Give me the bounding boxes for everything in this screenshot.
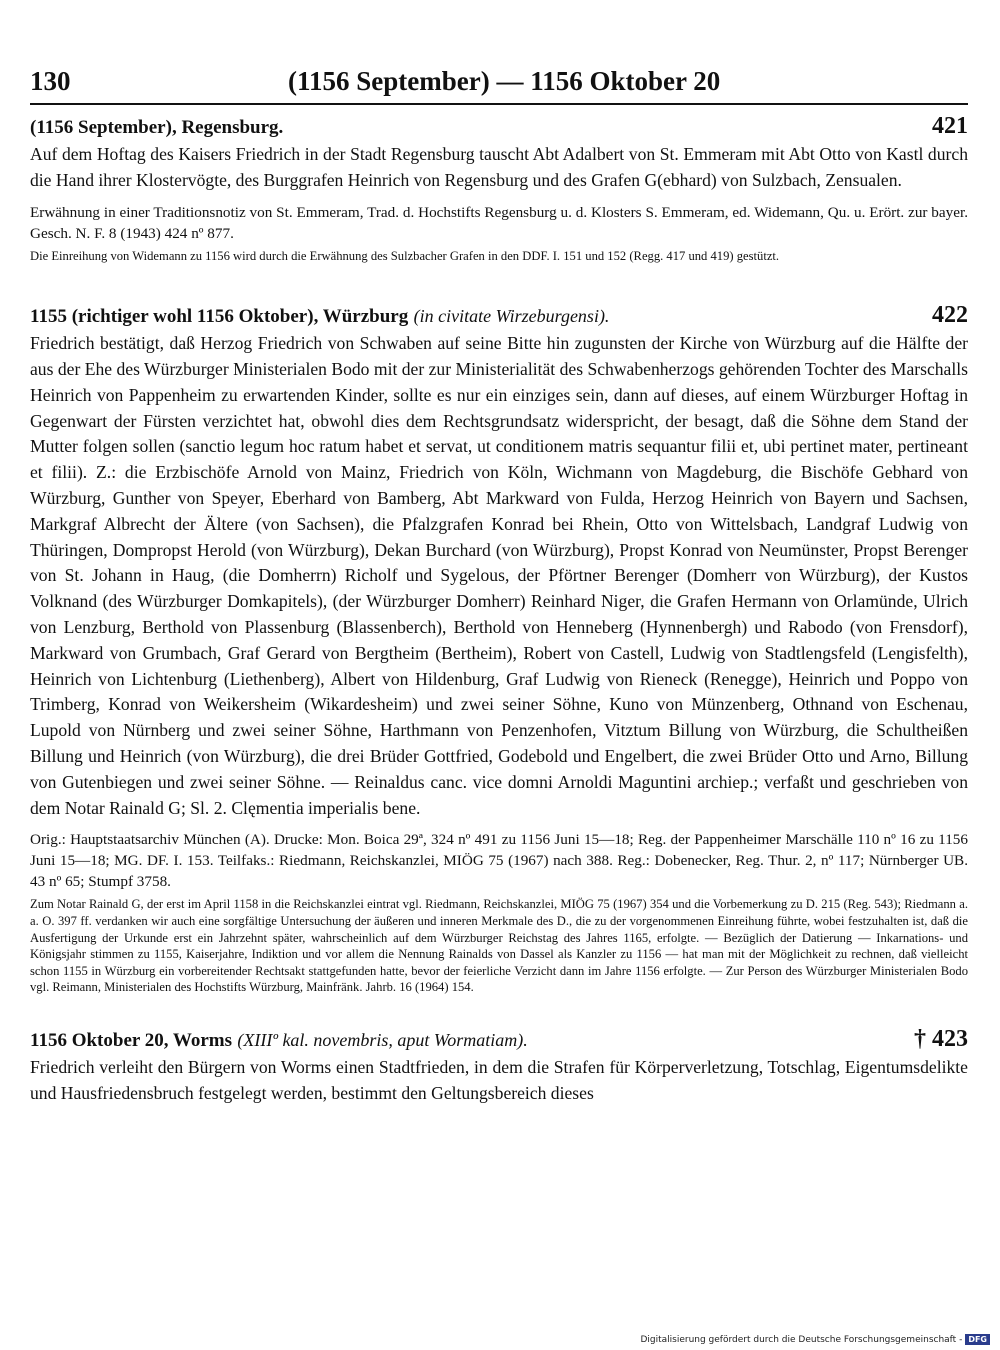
dfg-logo-icon: DFG: [965, 1334, 990, 1345]
running-title: (1156 September) — 1156 Oktober 20: [288, 66, 721, 96]
regest-text: Friedrich bestätigt, daß Herzog Friedrich von Schwaben auf seine Bitte hin zugunsten der Kirche von Würzburg auf die Hälfte der aus der Ehe des Würzburger Ministerialen Bodo mit der zur Ministerialität des Schwabenherzogs gehörenden Tochter des Marschalls Heinrich von Pappenheim zu erwartenden Kinder, sollte es nur ein einziges sein, dann auf dieses, auf einem Würzburger Hoftag in Gegenwart der Fürsten verzichtet hat, obwohl dies dem Rechtsgrundsatz widerspricht, der besagt, daß die Söhne dem Stand der Mutter folgen sollen (sanctio legum hoc ratum habet et servat, ut conditionem matris sequantur filii et, ubi pertinet mater, pertineant et filii). Z.: die Erzbischöfe Arnold von Mainz, Friedrich von Köln, Wichmann von Magdeburg, die Bischöfe Gebhard von Würzburg, Gunther von Speyer, Eberhard von Bamberg, Abt Markward von Fulda, Herzog Heinrich von Bayern und Sachsen, Markgraf Albrecht der Ältere (von Sachsen), die Pfalzgrafen Konrad bei Rhein, Otto von Wittelsbach, Landgraf Ludwig von Thüringen, Dompropst Herold (von Würzburg), Dekan Burchard (von Würzburg), Propst Konrad von Neumünster, Propst Berenger von St. Johann in Haug, (die Domherrn) Richolf und Sygelous, der Pförtner Berenger (Domherr von Würzburg), der Kustos Volknand (des Würzburger Domkapitels), (der Würzburger Domherr) Reinhard Niger, die Grafen Hermann von Orlamünde, Ulrich von Lenzburg, Berthold von Plassenburg (Blassenberch), Berthold von Henneberg (Hynnenbergh) und Rabodo (von Frensdorf), Markward von Grumbach, Graf Gerard von Bergtheim (Bertheim), Robert von Castell, Ludwig von Stadtlengsfeld (Lengisfelth), Heinrich von Lichtenburg (Liethenberg), Albert von Hildenburg, Graf Ludwig von Rieneck (Renegge), Heinrich und Poppo von Trimberg, Konrad von Weikersheim (Wikardesheim) und zwei seiner Söhne, Kuno von Münzenberg, Othnand von Eschenau, Lupold von Nürnberg und zwei seiner Söhne, Harthmann von Penzenhofen, Vitztum Billung von Würzburg, die Schultheißen Billung und Heinrich (von Würzburg), die drei Brüder Gottfried, Godebold und Engelbert, die zwei Brüder Otto und Arno, Billung von Gutenbiegen und zwei seiner Söhne. — Reinaldus canc. vice domni Arnoldi Maguntini archiep.; verfaßt und geschrieben von dem Notar Rainald G; Sl. 2. Clęmentia imperialis bene.: [30, 333, 968, 818]
entry-number: 422: [932, 302, 968, 329]
regest-text: Friedrich verleiht den Bürgern von Worms einen Stadtfrieden, in dem die Strafen für Körperverletzung, Totschlag, Eigentumsdelikte und Hausfriedensbruch festgelegt werden, bestimmt den Geltungsbereich dieses: [30, 1056, 968, 1103]
commentary-text: Die Einreihung von Widemann zu 1156 wird durch die Erwähnung des Sulzbacher Grafen in den DDF. I. 151 und 152 (Regg. 417 und 419) gestützt.: [30, 248, 780, 263]
tradition-text: Orig.: Hauptstaatsarchiv München (A). Drucke: Mon. Boica 29ª, 324 nº 491 zu 1156 Juni 15—18; Reg. der Pappenheimer Marschälle 110 nº 16 zu 1156 Juni 15—18; MG. DF. I. 153. Teilfaks.: Riedmann, Reichskanzlei, MIÖG 75 (1967) nach 388. Reg.: Dobenecker, Reg. Thur. 2, nº 117; Nürnberger UB. 43 nº 65; Stumpf 3758.: [30, 831, 968, 891]
regest-entry-423: [30, 1026, 968, 1107]
digitization-footer: [640, 1334, 990, 1345]
entry-latin-date: (in civitate Wirzeburgensi).: [413, 306, 610, 327]
entry-heading: [30, 302, 968, 329]
document-page: [30, 66, 968, 1106]
entry-date-place: 1156 Oktober 20, Worms: [30, 1029, 232, 1051]
entry-heading: [30, 113, 968, 140]
page-number: 130: [30, 66, 71, 96]
entry-date-place: 1155 (richtiger wohl 1156 Oktober), Würzburg: [30, 306, 409, 328]
page-header: [30, 66, 968, 105]
footer-credit: Digitalisierung gefördert durch die Deutsche Forschungsgemeinschaft -: [640, 1334, 963, 1345]
regest-text: Auf dem Hoftag des Kaisers Friedrich in der Stadt Regensburg tauscht Abt Adalbert von St. Emmeram mit Abt Otto von Kastl durch die Hand ihrer Klostervögte, des Burggrafen Heinrich von Regensburg und des Grafen G(ebhard) von Sulzbach, Zensualen.: [30, 144, 968, 190]
commentary-text: Zum Notar Rainald G, der erst im April 1158 in die Reichskanzlei eintrat vgl. Riedmann, Reichskanzlei, MIÖG 75 (1967) 354 und die Vorbemerkung zu D. 215 (Reg. 543); Riedmann a. a. O. 397 ff. verdanken wir auch eine sorgfältige Untersuchung der äußeren und inneren Merkmale des D., die zu der vorgenommenen Einreihung führte, wobei festzuhalten ist, daß die Ausfertigung der Urkunde erst ein Jahrzehnt später, wahrscheinlich auf dem Würzburger Reichstag des Jahres 1165, erfolgte. — Bezüglich der Datierung — Inkarnations- und Königsjahr stimmen zu 1155, Kaiserjahre, Indiktion und vor allem die Nennung Rainalds von Dassel als Kanzler zu 1156 — hat man mit der Möglichkeit zu rechnen, daß vielleicht schon 1155 in Würzburg ein vorbereitender Rechtsakt stattgefunden hatte, bevor der feierliche Verzicht dann im Jahre 1156 erfolgte. — Zur Person des Würzburger Ministerialen Bodo vgl. Reimann, Ministerialen des Hochstifts Würzburg, Mainfränk. Jahrb. 16 (1964) 154.: [30, 897, 968, 995]
regest-entry-422: [30, 302, 968, 996]
entry-latin-date: (XIIIº kal. novembris, aput Wormatiam).: [237, 1029, 528, 1050]
entry-number: † 423: [914, 1025, 968, 1052]
tradition-text: Erwähnung in einer Traditionsnotiz von St. Emmeram, Trad. d. Hochstifts Regensburg u. d. Klosters S. Emmeram, ed. Widemann, Qu. u. Erört. zur bayer. Gesch. N. F. 8 (1943) 424 nº 877.: [30, 203, 968, 242]
regest-entry-421: [30, 113, 968, 264]
entry-number: 421: [932, 113, 968, 139]
entry-heading: [30, 1026, 968, 1053]
entry-date-place: (1156 September), Regensburg.: [30, 117, 284, 138]
